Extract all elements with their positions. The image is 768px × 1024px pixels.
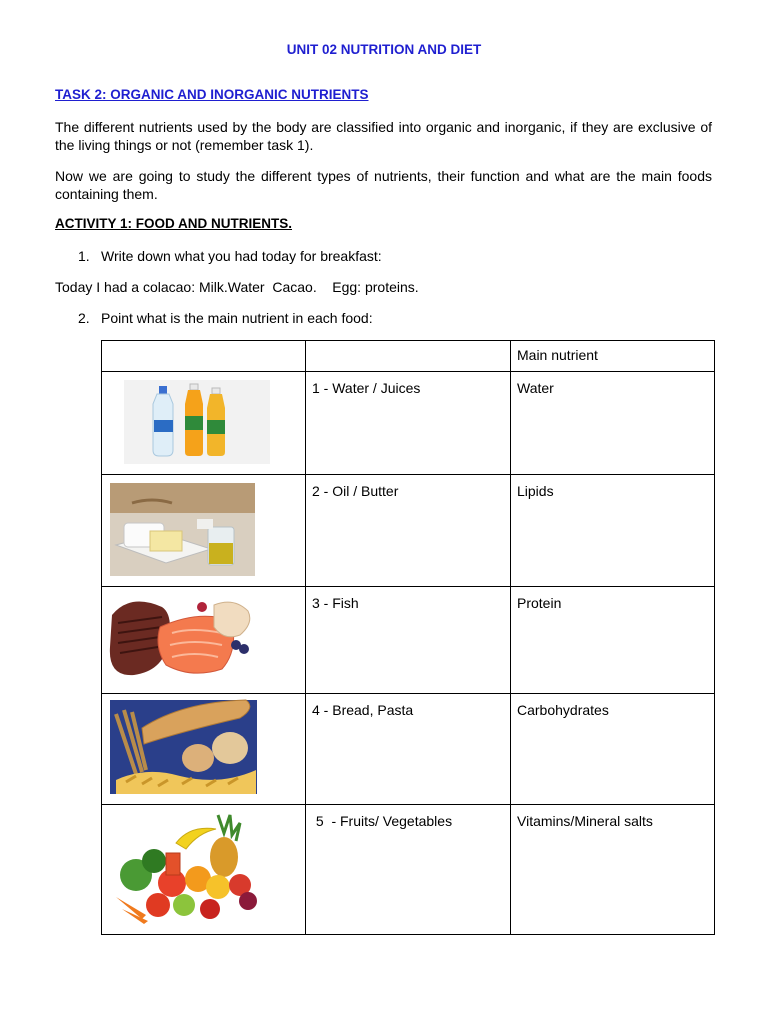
nutrient-cell: Lipids — [511, 475, 715, 587]
food-cell: 4 - Bread, Pasta — [306, 694, 511, 805]
bread-pasta-image — [102, 694, 306, 805]
water-juice-bottles-image — [102, 372, 306, 475]
food-cell: 1 - Water / Juices — [306, 372, 511, 475]
activity-heading: ACTIVITY 1: FOOD AND NUTRIENTS. — [55, 216, 293, 231]
question-2 — [78, 310, 373, 326]
intro-paragraph: The different nutrients used by the body are classified into organic and inorganic, if they are exclusive of the living things or not (remember task 1). — [55, 119, 712, 153]
food-cell: 5 - Fruits/ Vegetables — [306, 805, 511, 935]
question-1-text: Write down what you had today for breakfast: — [101, 248, 382, 264]
table-row — [102, 694, 715, 805]
table-row — [102, 587, 715, 694]
table-header-row — [102, 341, 715, 372]
fruits-vegetables-image — [102, 805, 306, 935]
question-2-text: Point what is the main nutrient in each food: — [101, 310, 373, 326]
header-cell-food — [306, 341, 511, 372]
nutrient-cell: Carbohydrates — [511, 694, 715, 805]
table-row — [102, 805, 715, 935]
nutrient-cell: Water — [511, 372, 715, 475]
answer-1: Today I had a colacao: Milk.Water Cacao. Egg: proteins. — [55, 279, 419, 295]
question-2-number: 2. — [78, 310, 90, 326]
nutrient-cell: Vitamins/Mineral salts — [511, 805, 715, 935]
nutrient-cell: Protein — [511, 587, 715, 694]
oil-butter-image — [102, 475, 306, 587]
question-1 — [78, 248, 382, 264]
question-1-number: 1. — [78, 248, 90, 264]
meat-fish-image — [102, 587, 306, 694]
food-cell: 2 - Oil / Butter — [306, 475, 511, 587]
table-row — [102, 372, 715, 475]
table-row — [102, 475, 715, 587]
header-cell-nutrient: Main nutrient — [511, 341, 715, 372]
task-heading: TASK 2: ORGANIC AND INORGANIC NUTRIENTS — [55, 87, 369, 102]
nutrient-table — [101, 340, 715, 935]
study-paragraph: Now we are going to study the different types of nutrients, their function and what are the main foods containing them. — [55, 168, 712, 202]
unit-title: UNIT 02 NUTRITION AND DIET — [286, 42, 482, 57]
food-cell: 3 - Fish — [306, 587, 511, 694]
header-cell-image — [102, 341, 306, 372]
